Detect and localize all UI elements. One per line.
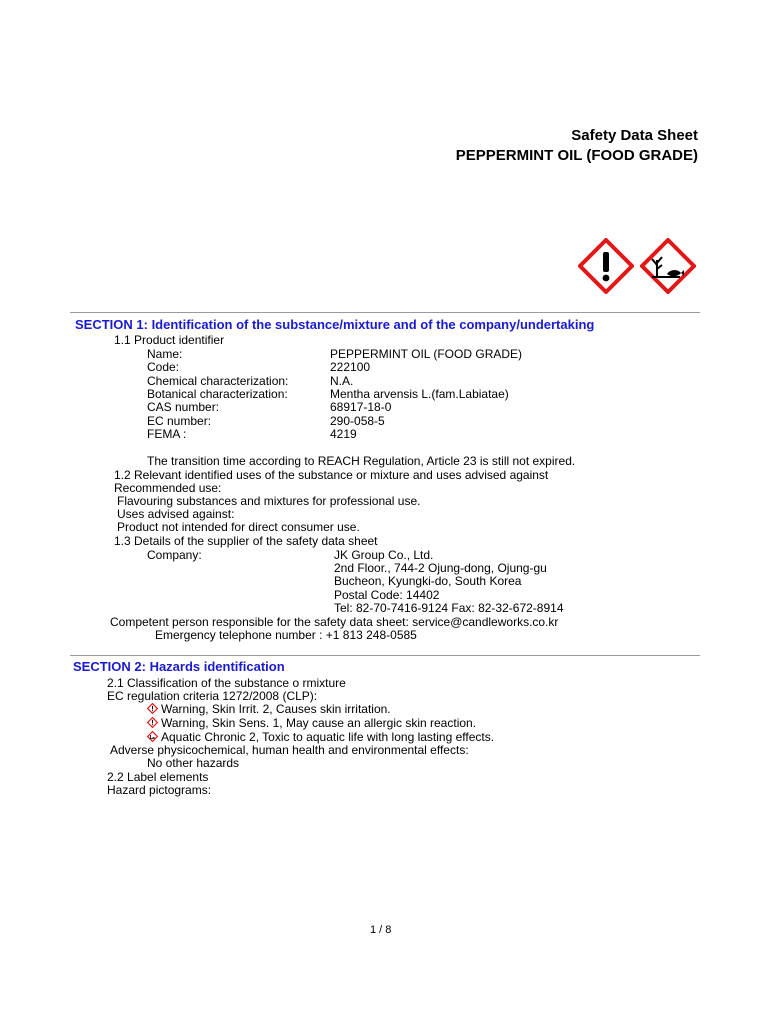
label-elements-heading: 2.2 Label elements xyxy=(107,770,209,784)
adverse-effects-value: No other hazards xyxy=(147,756,240,770)
hazard-text: Warning, Skin Sens. 1, May cause an allergic skin reaction. xyxy=(161,716,477,730)
id-value-botanical: Mentha arvensis L.(fam.Labiatae) xyxy=(330,387,509,401)
id-label-cas: CAS number: xyxy=(147,400,220,414)
hazard-text: Warning, Skin Irrit. 2, Causes skin irritation. xyxy=(161,702,391,716)
id-value-ec: 290-058-5 xyxy=(330,414,385,428)
recommended-use: Flavouring substances and mixtures for professional use. xyxy=(117,494,421,508)
recommended-use-label: Recommended use: xyxy=(114,481,222,495)
section1-divider xyxy=(70,312,700,313)
product-title: PEPPERMINT OIL (FOOD GRADE) xyxy=(455,147,698,164)
exclamation-mark-icon xyxy=(147,717,158,728)
section2-divider xyxy=(70,655,700,656)
id-label-name: Name: xyxy=(147,347,183,361)
hazard-pictograms-label: Hazard pictograms: xyxy=(107,783,212,797)
id-label-botanical: Botanical characterization: xyxy=(147,387,288,401)
hazard-item xyxy=(147,703,391,716)
id-value-code: 222100 xyxy=(330,360,371,374)
id-label-code: Code: xyxy=(147,360,180,374)
company-line: Bucheon, Kyungki-do, South Korea xyxy=(334,574,522,588)
section2-heading: SECTION 2: Hazards identification xyxy=(73,659,285,674)
hazard-item xyxy=(147,717,476,730)
advised-against: Product not intended for direct consumer use. xyxy=(117,520,360,534)
section1-heading: SECTION 1: Identification of the substance/mixture and of the company/undertaking xyxy=(75,317,595,332)
company-line: Tel: 82-70-7416-9124 Fax: 82-32-672-8914 xyxy=(334,601,564,615)
product-identifier-heading: 1.1 Product identifier xyxy=(114,333,225,347)
advised-against-label: Uses advised against: xyxy=(117,507,235,521)
environment-icon xyxy=(147,731,158,742)
exclamation-mark-icon xyxy=(147,703,158,714)
hazard-text: Aquatic Chronic 2, Toxic to aquatic life with long lasting effects. xyxy=(161,730,495,744)
ec-criteria: EC regulation criteria 1272/2008 (CLP): xyxy=(107,689,318,703)
id-value-chemical: N.A. xyxy=(330,374,354,388)
adverse-effects-label: Adverse physicochemical, human health and environmental effects: xyxy=(110,743,469,757)
id-value-fema: 4219 xyxy=(330,427,357,441)
company-line: 2nd Floor., 744-2 Ojung-dong, Ojung-gu xyxy=(334,561,547,575)
id-value-cas: 68917-18-0 xyxy=(330,400,392,414)
supplier-heading: 1.3 Details of the supplier of the safety data sheet xyxy=(114,534,378,548)
id-label-chemical: Chemical characterization: xyxy=(147,374,289,388)
reach-note: The transition time according to REACH Regulation, Article 23 is still not expired. xyxy=(147,454,576,468)
id-label-fema: FEMA : xyxy=(147,427,187,441)
exclamation-mark-pictogram xyxy=(578,238,634,294)
id-label-ec: EC number: xyxy=(147,414,212,428)
company-line: Postal Code: 14402 xyxy=(334,588,440,602)
page-number: 1 / 8 xyxy=(370,924,392,936)
company-label: Company: xyxy=(147,548,202,562)
competent-person: Competent person responsible for the safety data sheet: service@candleworks.co.kr xyxy=(110,615,559,629)
uses-heading: 1.2 Relevant identified uses of the substance or mixture and uses advised against xyxy=(114,468,549,482)
emergency-number: Emergency telephone number : +1 813 248-0585 xyxy=(155,628,417,642)
doc-type-title: Safety Data Sheet xyxy=(571,127,698,144)
environment-pictogram xyxy=(640,238,696,294)
company-line: JK Group Co., Ltd. xyxy=(334,548,434,562)
classification-heading: 2.1 Classification of the substance o rmixture xyxy=(107,676,346,690)
id-value-name: PEPPERMINT OIL (FOOD GRADE) xyxy=(330,347,523,361)
